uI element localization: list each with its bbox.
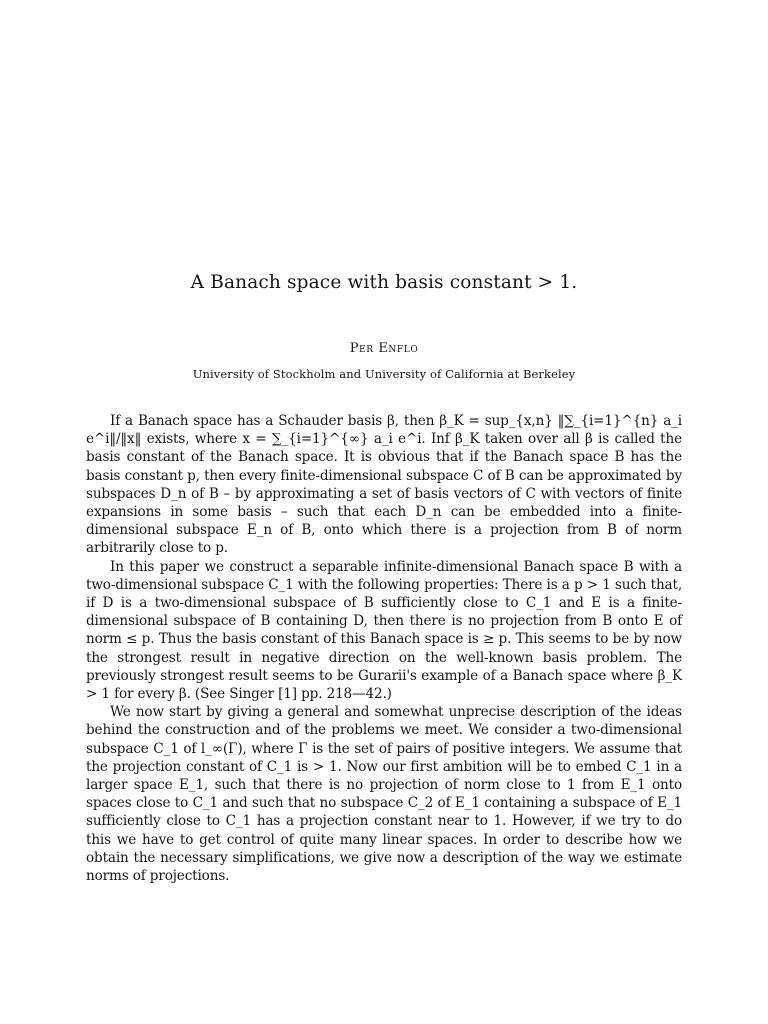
paper-title: A Banach space with basis constant > 1.	[190, 272, 578, 293]
paper-body	[86, 412, 682, 885]
author-affiliation: University of Stockholm and University of California at Berkeley	[192, 367, 576, 381]
paragraph-2: In this paper we construct a separable infinite-dimensional Banach space B with a two-dimensional subspace C_1 with the following properties: There is a p > 1 such that, if D is a two-dimensional subspace of B sufficiently close to C_1 and E is a finite-dimensional subspace of B containing D, then there is no projection from B onto E of norm ≤ p. Thus the basis constant of this Banach space is ≥ p. This seems to be by now the strongest result in negative direction on the well-known basis problem. The previously strongest result seems to be Gurarii's example of a Banach space where β_K > 1 for every β. (See Singer [1] pp. 218—42.)	[86, 558, 682, 703]
paragraph-3: We now start by giving a general and somewhat unprecise description of the ideas behind the construction and of the problems we meet. We consider a two-dimensional subspace C_1 of l_∞(Γ), where Γ is the set of pairs of positive integers. We assume that the projection constant of C_1 is > 1. Now our first ambition will be to embed C_1 in a larger space E_1, such that there is no projection of norm close to 1 from E_1 onto spaces close to C_1 and such that no subspace C_2 of E_1 containing a subspace of E_1 sufficiently close to C_1 has a projection constant near to 1. However, if we try to do this we have to get control of quite many linear spaces. In order to describe how we obtain the necessary simplifications, we give now a description of the way we estimate norms of projections.	[86, 704, 682, 885]
paragraph-1: If a Banach space has a Schauder basis β, then β_K = sup_{x,n} ‖∑_{i=1}^{n} a_i e^i‖/‖x‖ exists, where x = ∑_{i=1}^{∞} a_i e^i. Inf β_K taken over all β is called the basis constant of the Banach space. It is obvious that if the Banach space B has the basis constant p, then every finite-dimensional subspace C of B can be approximated by subspaces D_n of B – by approximating a set of basis vectors of C with vectors of finite expansions in some basis – such that each D_n can be embedded into a finite-dimensional subspace E_n of B, onto which there is a projection from B of norm arbitrarily close to p.	[86, 413, 682, 557]
author-name: Per Enflo	[349, 341, 419, 356]
